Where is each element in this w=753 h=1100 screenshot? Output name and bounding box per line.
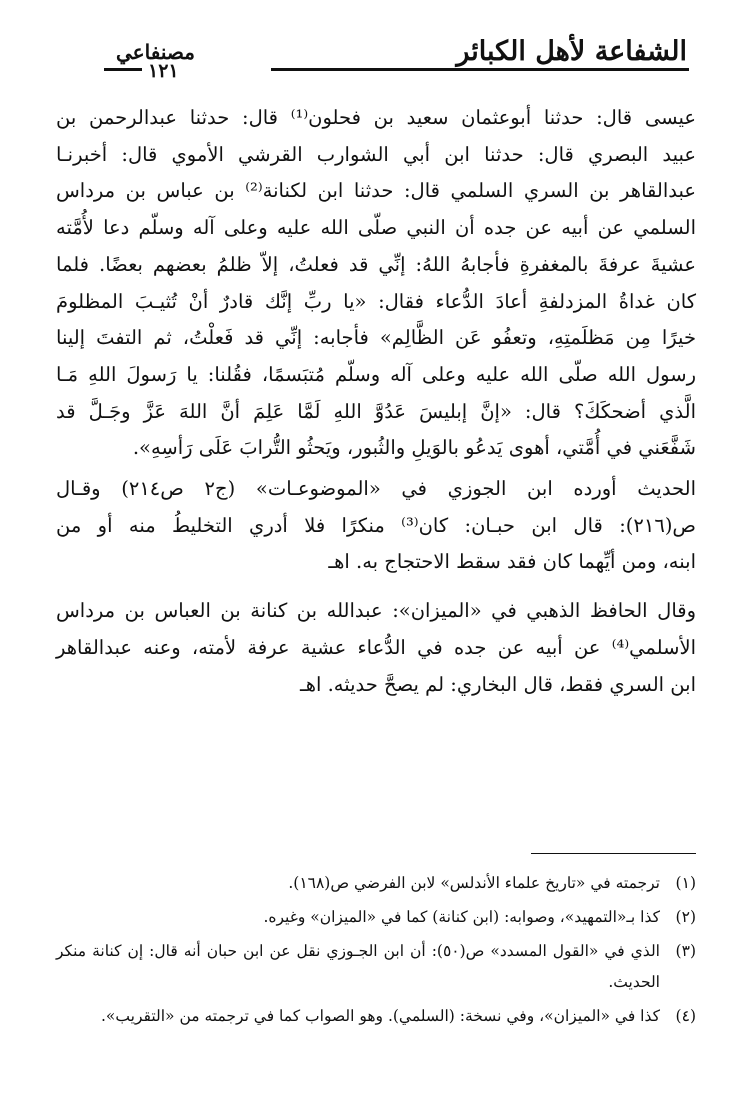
footnote — [56, 902, 696, 933]
text-line: ابن السري فقط، قال البخاري: لم يصحَّ حديثه. اهـ — [299, 672, 696, 696]
text-line: السلمي عن أبيه عن جده أن النبي صلّى الله عليه وعلى آله وسلّم دعا لأُمَّته — [56, 216, 696, 240]
main-text — [56, 100, 696, 703]
footnote — [56, 936, 696, 998]
text-line: رسول الله صلّى الله عليه وعلى آله وسلّم مُتبَسمًا، فقُلنا: يا رَسولَ اللهِ مَـا — [56, 362, 696, 386]
text-line: ابنه، ومن أيِّهما كان فقد سقط الاحتجاج به. اهـ — [328, 550, 696, 574]
text-line: عبدالقاهر بن السري السلمي قال: حدثنا ابن لكنانة⁽²⁾ بن عباس بن مرداس — [56, 179, 697, 203]
text-line: شَفَّعَني في أُمَّتي، أهوى يَدعُو بالوَيلِ والثُبور، ويَحثُو التُّرابَ عَلَى رَأسِهِ». — [132, 436, 696, 460]
text-line: الأسلمي⁽⁴⁾ عن أبيه عن جده في الدُّعاء عشية عرفة لأمته، وعنه عبدالقاهر — [56, 635, 696, 659]
text-line: ص(٢١٦): قال ابن حبـان: كان⁽³⁾ منكرًا فلا أدري التخليطُ منه أو من — [56, 513, 696, 537]
footnote — [56, 868, 696, 899]
footnote-text: الذي في «القول المسدد» ص(٥٠): أن ابن الجـوزي نقل عن ابن حبان أنه قال: إن كنانة منكر الحديث. — [56, 942, 660, 991]
footnote-text: ترجمته في «تاريخ علماء الأندلس» لابن الفرضي ص(١٦٨). — [288, 874, 660, 892]
text-line: عشيةَ عرفةَ بالمغفرةِ فأجابهُ اللهُ: إنِّي قد فعلتُ، إلاّ ظلمُ بعضهم بعضًا. فلما — [56, 252, 696, 276]
footnote-separator — [531, 853, 696, 854]
footnotes — [56, 868, 696, 1032]
publisher-logo: مصنفاعي — [116, 40, 195, 64]
header-rule — [271, 68, 689, 71]
text-line: عيسى قال: حدثنا أبوعثمان سعيد بن فحلون⁽¹⁾ قال: حدثنا عبدالرحمن بن — [56, 106, 696, 129]
footnote-text: كذا بـ«التمهيد»، وصوابه: (ابن كنانة) كما في «الميزان» وغيره. — [263, 908, 660, 926]
footnote-number: (٣) — [675, 942, 696, 960]
text-line: وقال الحافظ الذهبي في «الميزان»: عبدالله بن كنانة بن العباس بن مرداس — [56, 599, 696, 623]
text-line: كان غداةُ المزدلفةِ أعادَ الدُّعاء فقال: «يا ربِّ إنَّك قادرٌ أنْ تُثيـبَ المظلومَ — [56, 289, 696, 313]
page-number: ١٢١ — [148, 60, 179, 82]
footnote-number: (١) — [675, 874, 696, 892]
running-title: الشفاعة لأهل الكبائر — [456, 36, 687, 67]
footnote-number: (٤) — [675, 1007, 696, 1025]
text-line: خيرًا مِن مَظلَمتِهِ، وتعفُو عَن الظَّالِم» فأجابه: إنِّي قد فَعلْتُ، ثم التفتَ إلينا — [56, 326, 696, 350]
footnote — [56, 1001, 696, 1032]
text-line: الَّذي أضحكَكَ؟ قال: «إنَّ إبليسَ عَدُوَّ اللهِ لَمَّا عَلِمَ أنَّ اللهَ عَزَّ وجَـلَّ قد — [56, 399, 696, 423]
text-line: عبيد البصري قال: حدثنا ابن أبي الشوارب القرشي الأموي قال: أخبرنـا — [56, 142, 696, 166]
footnote-number: (٢) — [675, 908, 696, 926]
footnote-text: كذا في «الميزان»، وفي نسخة: (السلمي). وهو الصواب كما في ترجمته من «التقريب». — [101, 1007, 660, 1025]
header-rule-short — [104, 68, 142, 71]
text-line: الحديث أورده ابن الجوزي في «الموضوعـات» (ج٢ ص٢١٤) وقـال — [56, 477, 697, 501]
